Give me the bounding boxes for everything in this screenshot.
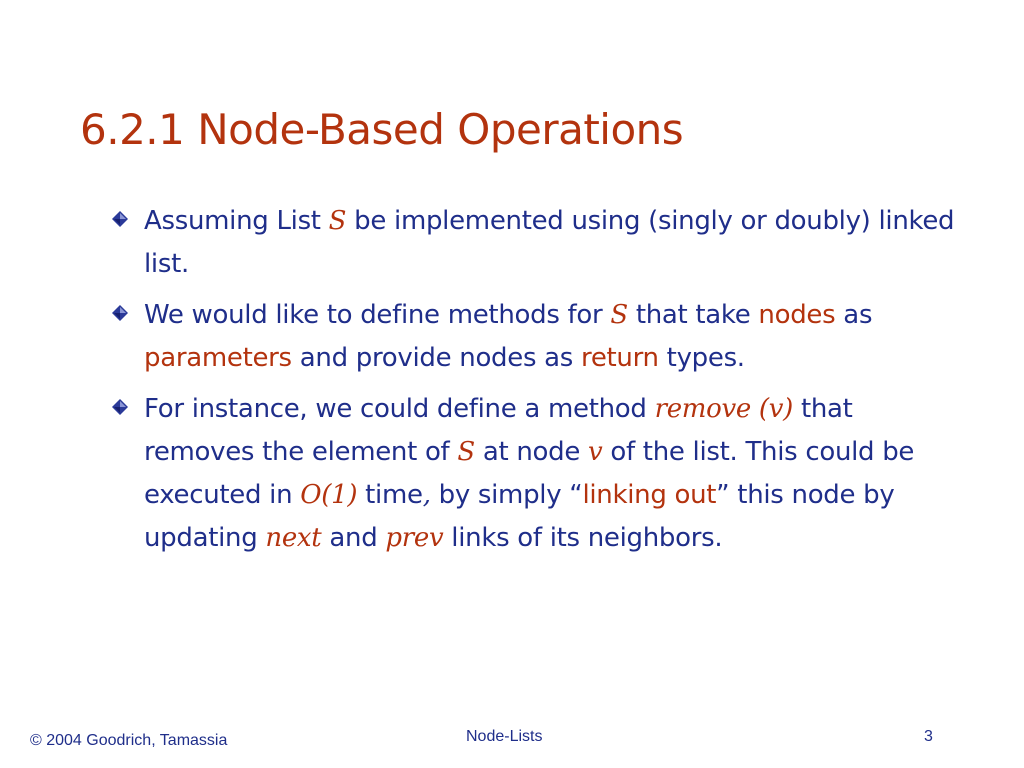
variable-s: S (610, 300, 628, 330)
comma: , (422, 480, 431, 510)
bullet-text-segment: ” this node by updating (144, 480, 895, 553)
bullet-text-segment: Assuming List (144, 206, 329, 236)
variable-s: S (328, 206, 347, 236)
bullet-text-segment: and (321, 523, 386, 553)
diamond-bullet-icon (111, 210, 129, 228)
complexity-o1: O(1) (300, 480, 358, 510)
diamond-bullet-icon (111, 398, 129, 416)
bullet-text-segment: as (835, 300, 873, 330)
highlight-return: return (581, 343, 659, 373)
slide-title: 6.2.1 Node-Based Operations (80, 105, 684, 154)
bullet-text-1 (144, 206, 954, 279)
footer-copyright: © 2004 Goodrich, Tamassia (30, 732, 228, 749)
diamond-bullet-icon (111, 304, 129, 322)
variable-v: v (588, 437, 603, 467)
bullet-text-3 (144, 394, 914, 553)
bullet-text-segment: links of its neighbors. (443, 523, 723, 553)
bullet-text-segment: We would like to define methods for (144, 300, 611, 330)
footer-topic: Node-Lists (466, 728, 543, 745)
bullet-item (110, 388, 970, 560)
variable-s: S (457, 437, 475, 467)
bullet-item (110, 200, 970, 286)
method-remove: remove (v) (654, 394, 794, 424)
footer-page-number: 3 (924, 728, 933, 745)
bullet-text-segment: time (357, 480, 423, 510)
bullet-text-segment: by simply “ (430, 480, 583, 510)
bullet-text-segment: of the list. This could be executed in (144, 437, 915, 510)
highlight-linking-out: linking out (582, 480, 717, 510)
highlight-nodes: nodes (758, 300, 836, 330)
bullet-list (110, 200, 970, 568)
variable-prev: prev (385, 523, 444, 553)
bullet-text-segment: and provide nodes as (291, 343, 582, 373)
bullet-item (110, 294, 970, 380)
highlight-parameters: parameters (144, 343, 292, 373)
bullet-text-segment: For instance, we could define a method (144, 394, 655, 424)
bullet-text-segment: be implemented using (singly or doubly) linked list. (144, 206, 955, 279)
bullet-text-segment: that removes the element of (144, 394, 853, 467)
bullet-text-2 (144, 300, 872, 373)
bullet-text-segment: at node (474, 437, 589, 467)
bullet-text-segment: types. (658, 343, 745, 373)
bullet-text-segment: that take (627, 300, 759, 330)
variable-next: next (265, 523, 322, 553)
